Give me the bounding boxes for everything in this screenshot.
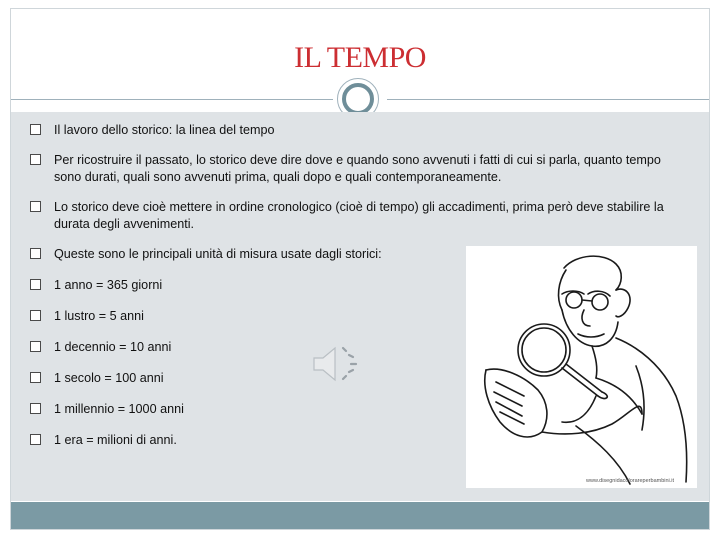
speaker-icon[interactable] bbox=[310, 340, 362, 388]
checkbox-bullet-icon bbox=[30, 310, 41, 321]
checkbox-bullet-icon bbox=[30, 124, 41, 135]
bullet-text: 1 anno = 365 giorni bbox=[54, 278, 163, 292]
historian-illustration bbox=[466, 246, 697, 488]
checkbox-bullet-icon bbox=[30, 341, 41, 352]
image-caption: www.disegnidacolorareperbambini.it bbox=[586, 478, 675, 484]
bullet-item bbox=[30, 122, 680, 139]
bullet-text: 1 era = milioni di anni. bbox=[54, 433, 177, 447]
title-divider-left bbox=[11, 99, 333, 100]
bullet-text: Per ricostruire il passato, lo storico deve dire dove e quando sono avvenuti i fatti di cui si parla, quanto tempo sono durati, quali sono avvenuti prima, quali dopo e quali contemporaneamente. bbox=[54, 153, 661, 184]
checkbox-bullet-icon bbox=[30, 372, 41, 383]
checkbox-bullet-icon bbox=[30, 434, 41, 445]
bullet-text: 1 secolo = 100 anni bbox=[54, 371, 164, 385]
bullet-item bbox=[30, 199, 680, 233]
bullet-text: Queste sono le principali unità di misura usate dagli storici: bbox=[54, 247, 382, 261]
title-divider-right bbox=[387, 99, 709, 100]
slide-title: IL TEMPO bbox=[294, 41, 426, 74]
checkbox-bullet-icon bbox=[30, 279, 41, 290]
bullet-text: 1 millennio = 1000 anni bbox=[54, 402, 184, 416]
checkbox-bullet-icon bbox=[30, 201, 41, 212]
footer-bar bbox=[11, 502, 709, 529]
checkbox-bullet-icon bbox=[30, 403, 41, 414]
checkbox-bullet-icon bbox=[30, 154, 41, 165]
bullet-text: Il lavoro dello storico: la linea del tempo bbox=[54, 123, 275, 137]
circle-ring-inner bbox=[342, 83, 374, 115]
checkbox-bullet-icon bbox=[30, 248, 41, 259]
bullet-item bbox=[30, 152, 680, 186]
bullet-text: 1 lustro = 5 anni bbox=[54, 309, 144, 323]
bullet-text: Lo storico deve cioè mettere in ordine cronologico (cioè di tempo) gli accadimenti, prima però deve stabilire la durata degli avvenimenti. bbox=[54, 200, 664, 231]
bullet-text: 1 decennio = 10 anni bbox=[54, 340, 172, 354]
